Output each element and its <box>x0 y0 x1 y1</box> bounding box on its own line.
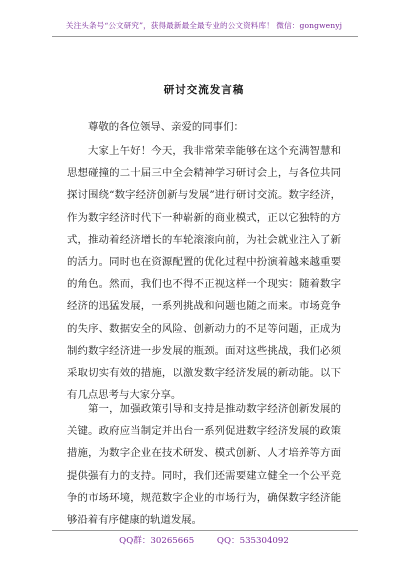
qq-number: QQ：535304092 <box>216 536 289 546</box>
footer-contacts <box>0 534 408 546</box>
footer-divider <box>52 530 358 531</box>
body-paragraph-2 <box>67 398 341 531</box>
header-divider <box>52 36 358 37</box>
paragraph-text: 大家上午好！今天，我非常荣幸能够在这个充满智慧和思想碰撞的二十届三中全会精神学习研讨会上，与各位共同探讨围绕“数字经济创新与发展”进行研讨交流。数字经济，作为数字经济时代下一种崭新的商业模式，正以它独特的方式，推动着经济增长的车轮滚滚向前，为社会就业注入了新的活力。同时也在资源配置的优化过程中扮演着越来越重要的角色。然而，我们也不得不正视这样一个现实：随着数字经济的迅猛发展，一系列挑战和问题也随之而来。市场竞争的失序、数据安全的风险、创新动力的不足等问题，正成为制约数字经济进一步发展的瓶颈。面对这些挑战，我们必须采取切实有效的措施，以激发数字经济发展的新动能。以下有几点思考与大家分享。 <box>67 145 341 402</box>
body-paragraph-1 <box>67 140 341 406</box>
salutation: 尊敬的各位领导、亲爱的同事们： <box>88 121 244 133</box>
header-banner: 关注头条号“公文研究”，获得最新最全最专业的公文资料库！ 微信：gongwenyj <box>65 21 343 30</box>
paragraph-text: 第一，加强政策引导和支持是推动数字经济创新发展的关键。政府应当制定并出台一系列促进数字经济发展的政策措施，为数字企业在技术研发、模式创新、人才培养等方面提供强有力的支持。同时，我们还需要建立健全一个公平竞争的市场环境，规范数字企业的市场行为，确保数字经济能够沿着有序健康的轨道发展。 <box>67 403 341 527</box>
qq-group-number: QQ群：30265665 <box>119 536 195 546</box>
document-title: 研讨交流发言稿 <box>163 84 245 96</box>
